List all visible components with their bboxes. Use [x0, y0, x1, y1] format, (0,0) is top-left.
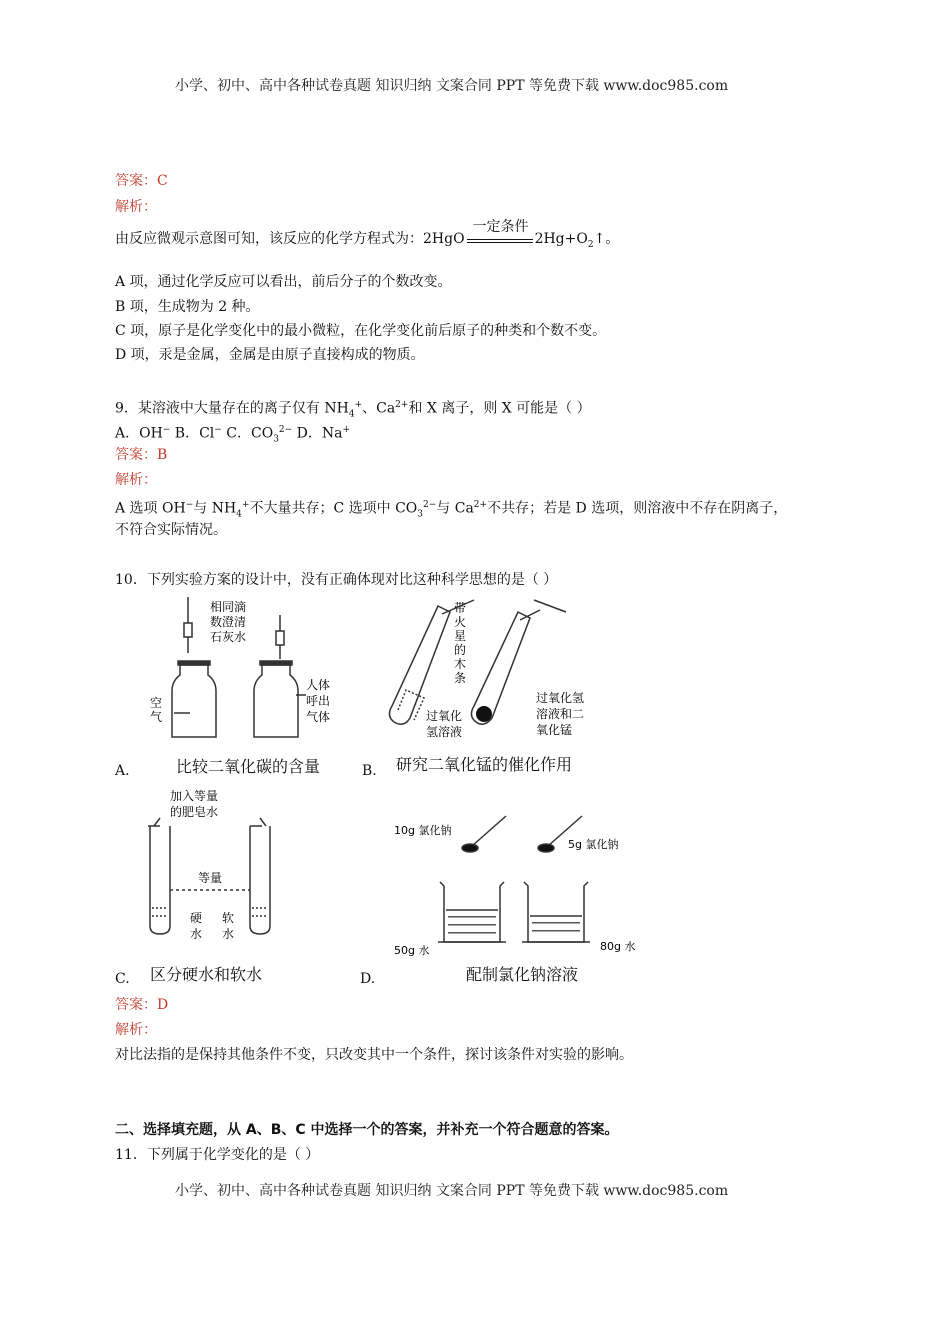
- b-right-label-3: 氧化锰: [536, 723, 573, 737]
- q10-letter-b: B.: [362, 763, 377, 779]
- a-breath-label-1: 人体: [306, 678, 331, 692]
- d-water-2: 80g 水: [600, 940, 636, 953]
- c-equal-label: 等量: [198, 871, 223, 885]
- c-top-label-2: 的肥皂水: [170, 805, 219, 819]
- b-splint-4: 的: [454, 643, 467, 657]
- b-right-label-2: 溶液和二: [536, 707, 585, 721]
- b-right-label-1: 过氧化氢: [536, 691, 585, 705]
- q10-answer: 答案：D: [115, 997, 169, 1013]
- q8-equation-sub: 2: [587, 239, 594, 250]
- page-header: 小学、初中、高中各种试卷真题 知识归纳 文案合同 PPT 等免费下载 www.doc985.com: [175, 78, 729, 94]
- a-breath-label-3: 气体: [306, 710, 331, 724]
- q10-explanation: 对比法指的是保持其他条件不变，只改变其中一个条件，探讨该条件对实验的影响。: [115, 1047, 633, 1063]
- q9-stem: 9．某溶液中大量存在的离子仅有 $NH_4^+$、$Ca^{2+}$和 X 离子，则 X 可能是（ ）: [115, 400, 591, 420]
- q9-options: A．OH− B．Cl− C．$CO_3^{2-}$ D．Na+: [115, 425, 351, 445]
- q8-line-b: B 项，生成物为 2 种。: [115, 299, 260, 315]
- q10-letter-c: C.: [115, 971, 130, 987]
- b-splint-6: 条: [454, 671, 467, 685]
- d-salt-2: 5g 氯化钠: [568, 838, 619, 851]
- q9-explanation-1: A 选项 OH−与 $NH_4^+$不大量共存；C 选项中 $CO_3^{2-}$与 $Ca^{2+}$不共存；若是 D 选项，则溶液中不存在阴离子，: [115, 500, 788, 520]
- b-splint-5: 木: [454, 657, 467, 671]
- a-breath-label-2: 呼出: [306, 694, 331, 708]
- section-2-title: 二、选择填充题，从 A、B、C 中选择一个的答案，并补充一个符合题意的答案。: [115, 1122, 619, 1138]
- q8-equation-suffix: 2Hg+O: [534, 231, 588, 247]
- q10-caption-c: 区分硬水和软水: [150, 965, 263, 984]
- a-air-label-2: 气: [150, 710, 163, 724]
- q8-line-c: C 项，原子是化学变化中的最小微粒，在化学变化前后原子的种类和个数不变。: [115, 323, 607, 339]
- q10-letter-d: D.: [360, 971, 376, 987]
- figure-a-bottles: [140, 595, 340, 755]
- reaction-condition: 一定条件: [472, 219, 529, 235]
- d-water-1: 50g 水: [394, 944, 430, 957]
- b-left-label-2: 氢溶液: [426, 725, 463, 739]
- q10-analysis-label: 解析：: [115, 1022, 157, 1038]
- q8-line-d: D 项，汞是金属，金属是由原子直接构成的物质。: [115, 347, 425, 363]
- q9-analysis-label: 解析：: [115, 472, 157, 488]
- a-dropper-label-3: 石灰水: [210, 630, 247, 644]
- c-hard-label-1: 硬: [190, 911, 203, 925]
- b-splint-3: 星: [454, 629, 467, 643]
- q8-equation-prefix: 由反应微观示意图可知，该反应的化学方程式为：2HgO: [115, 231, 465, 247]
- b-splint-1: 带: [454, 601, 467, 615]
- figure-b-test-tubes: [380, 598, 620, 748]
- q8-equation: [115, 219, 620, 254]
- c-soft-label-1: 软: [222, 911, 235, 925]
- a-dropper-label-1: 相同滴: [210, 600, 247, 614]
- q11-stem: 11．下列属于化学变化的是（ ）: [115, 1147, 320, 1163]
- q8-analysis-label: 解析：: [115, 199, 157, 215]
- page-footer: 小学、初中、高中各种试卷真题 知识归纳 文案合同 PPT 等免费下载 www.doc985.com: [175, 1183, 729, 1199]
- q10-caption-a: 比较二氧化碳的含量: [176, 757, 321, 776]
- q10-caption-b: 研究二氧化锰的催化作用: [396, 755, 573, 774]
- figure-c-test-tubes: [140, 788, 300, 948]
- a-dropper-label-2: 数澄清: [210, 615, 247, 629]
- b-left-label-1: 过氧化: [426, 709, 463, 723]
- q9-answer: 答案：B: [115, 447, 168, 463]
- figure-d-beakers: [390, 808, 640, 958]
- c-hard-label-2: 水: [190, 927, 203, 941]
- q8-equation-end: ↑。: [593, 231, 620, 247]
- c-top-label-1: 加入等量: [170, 789, 219, 803]
- q10-letter-a: A.: [115, 763, 130, 779]
- q10-caption-d: 配制氯化钠溶液: [466, 965, 579, 984]
- q8-line-a: A 项，通过化学反应可以看出，前后分子的个数改变。: [115, 274, 452, 290]
- q8-answer: 答案：C: [115, 173, 168, 189]
- q9-explanation-2: 不符合实际情况。: [115, 522, 227, 538]
- q10-stem: 10．下列实验方案的设计中，没有正确体现对比这种科学思想的是（ ）: [115, 572, 558, 588]
- c-soft-label-2: 水: [222, 927, 235, 941]
- b-splint-2: 火: [454, 615, 467, 629]
- d-salt-1: 10g 氯化钠: [394, 824, 452, 837]
- reaction-condition-arrow: [467, 219, 533, 248]
- a-air-label-1: 空: [150, 696, 163, 710]
